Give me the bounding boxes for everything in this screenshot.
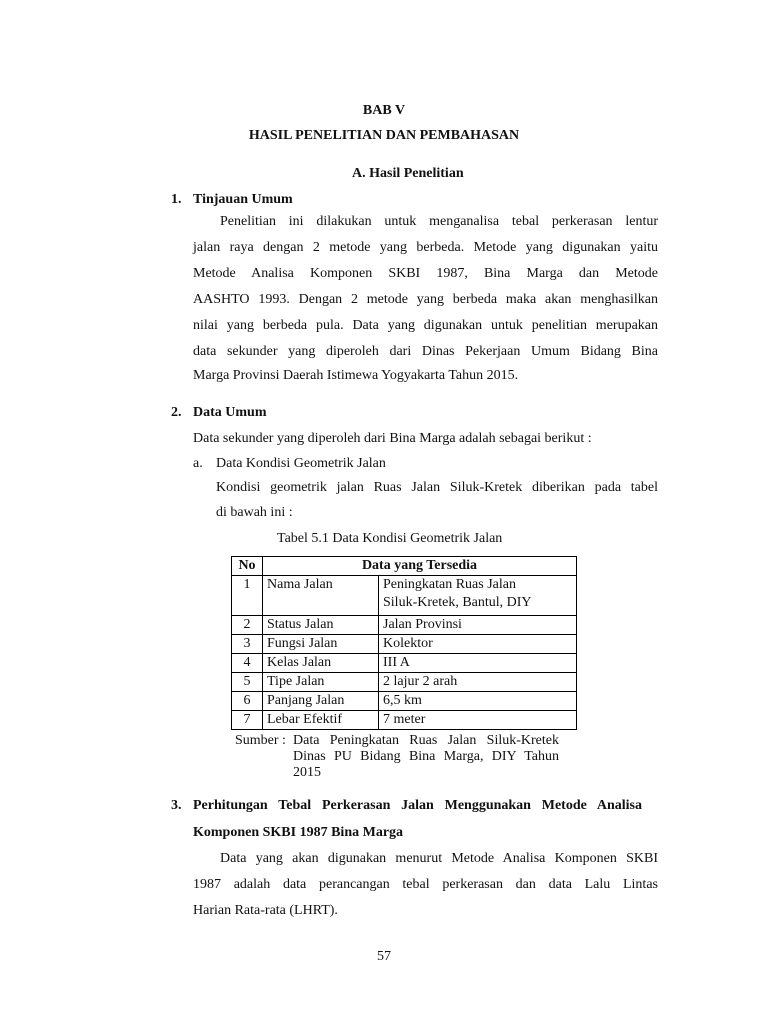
section-1-line: nilai yang berbeda pula. Data yang digunakan untuk penelitian merupakan [193, 318, 658, 333]
table-cell-no: 6 [232, 692, 263, 711]
source-text: Data Peningkatan Ruas Jalan Siluk-Kretek Dinas PU Bidang Bina Marga, DIY Tahun 2015 [293, 733, 559, 780]
section-1-line: jalan raya dengan 2 metode yang berbeda. Metode yang digunakan yaitu [193, 240, 658, 255]
table-cell-name: Status Jalan [263, 616, 379, 635]
section-1-line: AASHTO 1993. Dengan 2 metode yang berbeda maka akan menghasilkan [193, 292, 658, 307]
section-2-number: 2. [171, 405, 182, 420]
table-cell-no: 5 [232, 673, 263, 692]
table-cell-no: 3 [232, 635, 263, 654]
table-cell-no: 2 [232, 616, 263, 635]
sub-a-letter: a. [193, 456, 203, 471]
section-1-line: Marga Provinsi Daerah Istimewa Yogyakarta Tahun 2015. [193, 368, 519, 383]
table-row [232, 711, 577, 730]
geometric-data-table [231, 556, 577, 730]
table-cell-value: III A [379, 654, 577, 673]
table-cell-value: Jalan Provinsi [379, 616, 577, 635]
sub-a-title: Data Kondisi Geometrik Jalan [216, 456, 386, 471]
table-cell-name: Tipe Jalan [263, 673, 379, 692]
table-row [232, 692, 577, 711]
section-2-intro: Data sekunder yang diperoleh dari Bina Marga adalah sebagai berikut : [193, 431, 592, 446]
table-cell-name: Nama Jalan [263, 576, 379, 616]
section-a-heading: A. Hasil Penelitian [352, 166, 464, 181]
table-header-row [232, 557, 577, 576]
table-cell-value-line1: Peningkatan Ruas Jalan [383, 577, 516, 592]
table-cell-value-line2: Siluk-Kretek, Bantul, DIY [383, 595, 532, 610]
table-row [232, 616, 577, 635]
section-3-title-line1: Perhitungan Tebal Perkerasan Jalan Menggunakan Metode Analisa [193, 798, 642, 813]
table-cell-value: 7 meter [379, 711, 577, 730]
table-cell-name: Fungsi Jalan [263, 635, 379, 654]
table-cell-name: Panjang Jalan [263, 692, 379, 711]
chapter-label: BAB V [362, 103, 406, 118]
table-cell-value: Kolektor [379, 635, 577, 654]
section-3-line: 1987 adalah data perancangan tebal perkerasan dan data Lalu Lintas [193, 877, 658, 892]
section-1-line: Metode Analisa Komponen SKBI 1987, Bina Marga dan Metode [193, 266, 658, 281]
table-cell-name: Lebar Efektif [263, 711, 379, 730]
chapter-title: HASIL PENELITIAN DAN PEMBAHASAN [248, 128, 520, 143]
table-cell-no: 1 [232, 576, 263, 616]
sub-a-line: Kondisi geometrik jalan Ruas Jalan Siluk-Kretek diberikan pada tabel [216, 480, 658, 495]
sub-a-line: di bawah ini : [216, 505, 293, 520]
table-header-data: Data yang Tersedia [263, 557, 577, 576]
table-cell-value: 6,5 km [379, 692, 577, 711]
table-cell-value: 2 lajur 2 arah [379, 673, 577, 692]
table-cell-no: 7 [232, 711, 263, 730]
page-number: 57 [377, 949, 391, 964]
section-3-title-line2: Komponen SKBI 1987 Bina Marga [193, 825, 404, 840]
section-1-line: data sekunder yang diperoleh dari Dinas Pekerjaan Umum Bidang Bina [193, 344, 658, 359]
table-row [232, 576, 577, 616]
table-header-no: No [232, 557, 263, 576]
section-3-line: Harian Rata-rata (LHRT). [193, 903, 338, 918]
table-caption: Tabel 5.1 Data Kondisi Geometrik Jalan [277, 531, 503, 546]
source-label: Sumber : [235, 733, 286, 748]
table-cell-value [379, 576, 577, 616]
table-cell-no: 4 [232, 654, 263, 673]
section-3-number: 3. [171, 798, 182, 813]
section-1-title: Tinjauan Umum [193, 192, 293, 207]
table-row [232, 654, 577, 673]
section-3-line: Data yang akan digunakan menurut Metode Analisa Komponen SKBI [220, 851, 658, 866]
section-1-number: 1. [171, 192, 182, 207]
table-row [232, 635, 577, 654]
section-1-line: Penelitian ini dilakukan untuk menganalisa tebal perkerasan lentur [220, 214, 658, 229]
section-2-title: Data Umum [193, 405, 267, 420]
table-cell-name: Kelas Jalan [263, 654, 379, 673]
table-row [232, 673, 577, 692]
